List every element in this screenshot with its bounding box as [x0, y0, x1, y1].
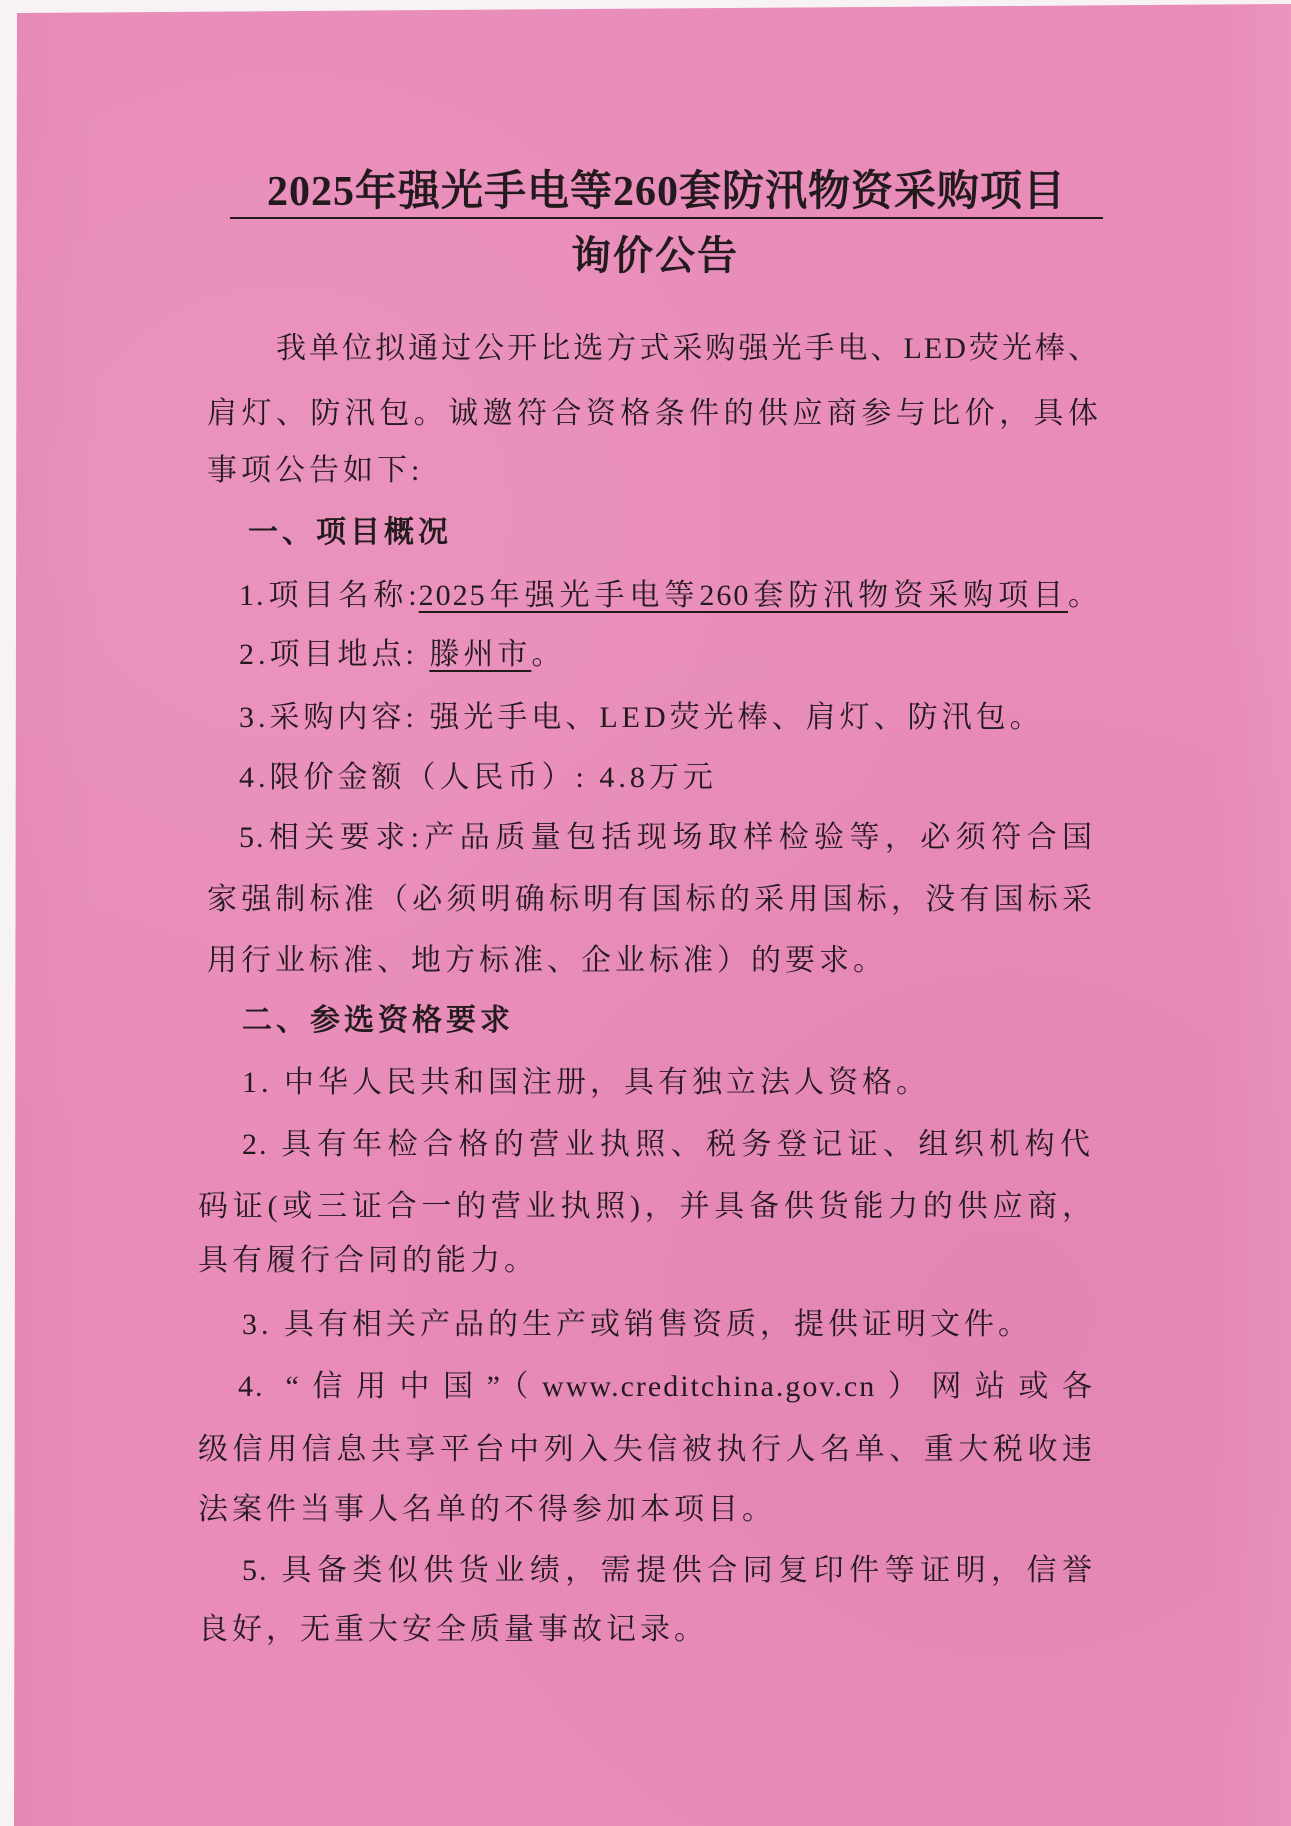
item-project-location: [239, 635, 565, 675]
item-project-name: [239, 576, 1100, 616]
intro-line-1: 我单位拟通过公开比选方式采购强光手电、LED荧光棒、: [276, 332, 1100, 365]
qualification-2-line-2: 码证(或三证合一的营业执照)，并具备供货能力的供应商，: [198, 1190, 1094, 1223]
intro-line-2: 肩灯、防汛包。诚邀符合资格条件的供应商参与比价，具体: [207, 397, 1100, 430]
item-project-location-label: 2.项目地点:: [239, 638, 430, 671]
qualification-2-line-1: 2. 具有年检合格的营业执照、税务登记证、组织机构代: [242, 1128, 1092, 1161]
document-title: 2025年强光手电等260套防汛物资采购项目: [266, 169, 1066, 215]
document-subtitle: 询价公告: [571, 233, 739, 278]
qualification-1-line-1: 1. 中华人民共和国注册，具有独立法人资格。: [242, 1066, 930, 1099]
qualification-4-line-1: 4. “信用中国”（www.creditchina.gov.cn）网站或各: [238, 1370, 1094, 1403]
item-requirements-line-3: 用行业标准、地方标准、企业标准）的要求。: [207, 944, 887, 977]
qualification-5-line-1: 5. 具备类似供货业绩，需提供合同复印件等证明，信誉: [242, 1554, 1094, 1587]
qualification-3-line-1: 3. 具有相关产品的生产或销售资质，提供证明文件。: [242, 1308, 1032, 1341]
item-project-name-end: 。: [1068, 579, 1101, 612]
item-project-location-end: 。: [531, 638, 566, 671]
item-requirements-line-1: 5.相关要求:产品质量包括现场取样检验等，必须符合国: [239, 821, 1094, 854]
section-1-heading: 一、项目概况: [248, 516, 452, 549]
item-project-name-value: 2025年强光手电等260套防汛物资采购项目: [418, 579, 1069, 612]
title-underline: [230, 217, 1103, 219]
intro-line-3: 事项公告如下:: [207, 454, 424, 487]
item-project-name-label: 1.项目名称:: [239, 579, 419, 612]
item-project-location-value: 滕州市: [429, 638, 532, 671]
item-purchase-content: 3.采购内容: 强光手电、LED荧光棒、肩灯、防汛包。: [239, 701, 1044, 734]
qualification-2-line-3: 具有履行合同的能力。: [198, 1244, 538, 1277]
qualification-4-line-2: 级信用信息共享平台中列入失信被执行人名单、重大税收违: [198, 1433, 1094, 1466]
item-price-limit: 4.限价金额（人民币）: 4.8万元: [239, 761, 717, 794]
section-2-heading: 二、参选资格要求: [242, 1004, 514, 1037]
qualification-4-line-3: 法案件当事人名单的不得参加本项目。: [198, 1493, 776, 1526]
qualification-5-line-2: 良好，无重大安全质量事故记录。: [198, 1613, 708, 1646]
item-requirements-line-2: 家强制标准（必须明确标明有国标的采用国标，没有国标采: [207, 883, 1094, 916]
